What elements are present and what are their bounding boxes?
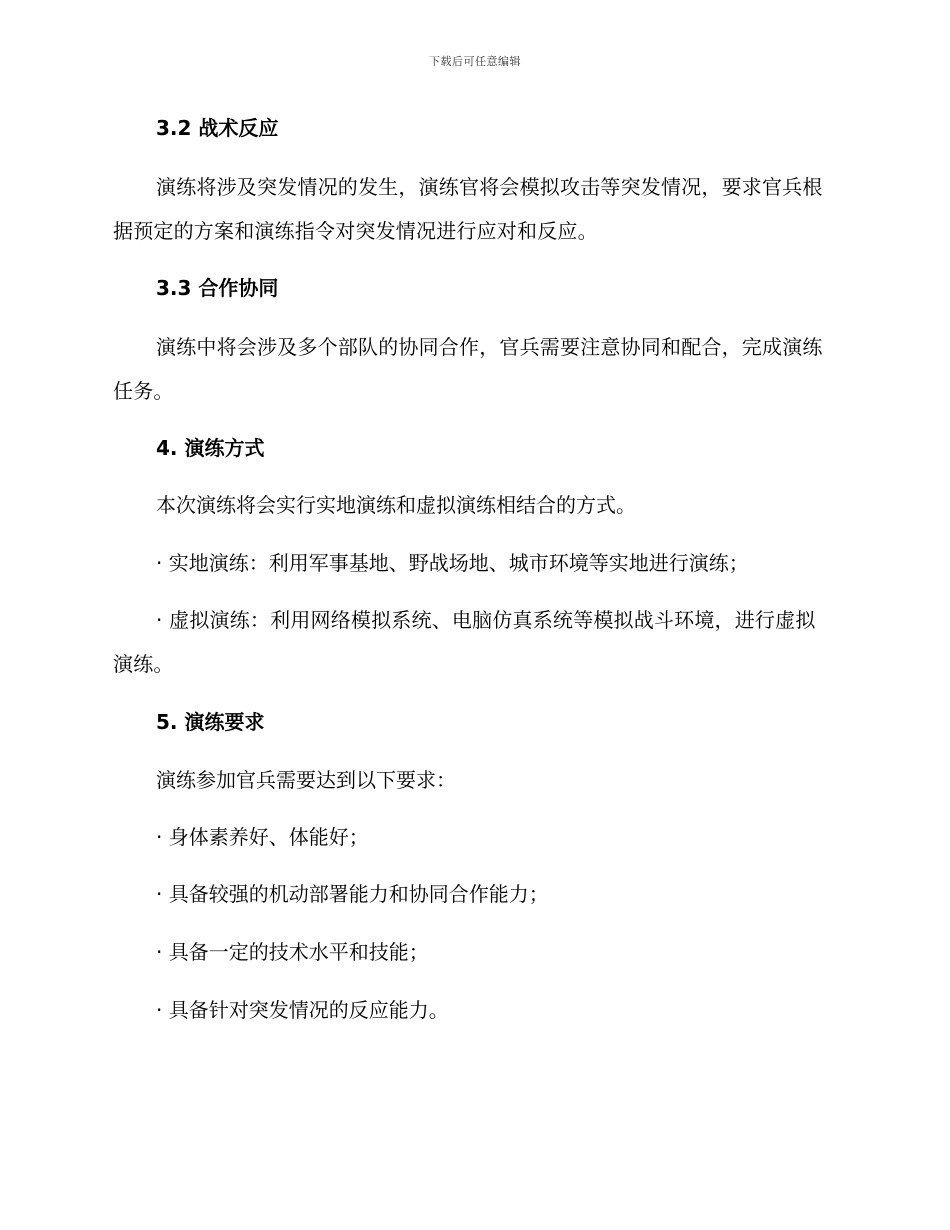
heading-5: 5. 演练要求	[156, 710, 265, 734]
bullet-field-drill: · 实地演练：利用军事基地、野战场地、城市环境等实地进行演练；	[156, 551, 749, 575]
paragraph-4: 本次演练将会实行实地演练和虚拟演练相结合的方式。	[156, 493, 636, 517]
bullet-fitness: · 身体素养好、体能好；	[156, 825, 369, 849]
bullet-response: · 具备针对突发情况的反应能力。	[156, 998, 449, 1022]
bullet-mobility: · 具备较强的机动部署能力和协同合作能力；	[156, 882, 549, 906]
heading-4: 4. 演练方式	[156, 436, 265, 460]
bullet-technical: · 具备一定的技术水平和技能；	[156, 940, 429, 964]
page-header: 下载后可任意编辑	[429, 55, 521, 68]
paragraph-5: 演练参加官兵需要达到以下要求：	[156, 768, 456, 792]
paragraph-3-3: 演练中将会涉及多个部队的协同合作，官兵需要注意协同和配合，完成演练任务。	[113, 335, 823, 403]
heading-3-3: 3.3 合作协同	[156, 276, 279, 300]
bullet-virtual-drill: · 虚拟演练：利用网络模拟系统、电脑仿真系统等模拟战斗环境，进行虚拟演练。	[113, 608, 816, 676]
heading-3-2: 3.2 战术反应	[156, 116, 279, 140]
paragraph-3-2: 演练将涉及突发情况的发生，演练官将会模拟攻击等突发情况，要求官兵根据预定的方案和演练指令对突发情况进行应对和反应。	[113, 175, 823, 243]
